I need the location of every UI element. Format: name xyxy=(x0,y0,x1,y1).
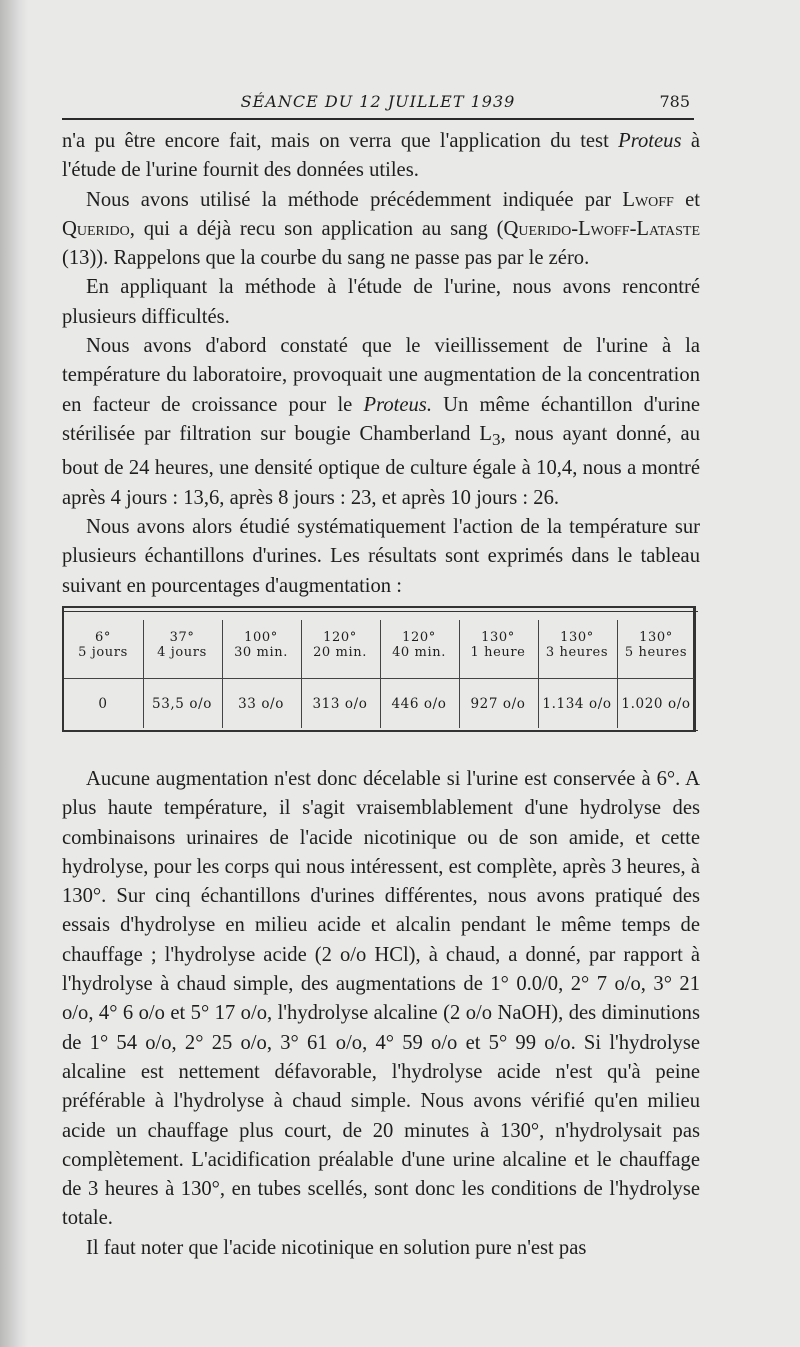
table-value: 927 o/o xyxy=(470,696,526,712)
paragraph-7: Il faut noter que l'acide nicotinique en solution pure n'est pas xyxy=(86,1236,587,1259)
table-value: 1.020 o/o xyxy=(621,696,691,712)
table-frame xyxy=(62,606,696,732)
paragraph-5: Nous avons alors étudié systématiquement l'action de la température sur plusieurs échantillons d'urines. Les résultats sont exprimés dans le tableau suivant en pourcentages d'augmentation : xyxy=(62,515,700,597)
table-header-temperature: 130° xyxy=(481,630,515,645)
text-block-top xyxy=(62,127,700,601)
table-header-duration: 4 jours xyxy=(157,645,207,660)
running-header xyxy=(62,86,694,116)
table-header-temperature: 120° xyxy=(402,630,436,645)
table-value: 33 o/o xyxy=(238,696,284,712)
paragraph-2: Nous avons utilisé la méthode précédemment indiquée par Lwoff et Querido, qui a déjà recu son application au sang (Querido-Lwoff-Lataste (13)). Rappelons que la courbe du sang ne passe pas par le zéro. xyxy=(62,188,700,270)
paragraph-6: Aucune augmentation n'est donc décelable si l'urine est conservée à 6°. A plus haute température, il s'agit vraisemblablement d'une hydrolyse des combinaisons urinaires de l'acide nicotinique ou de son amide, et cette hydrolyse, pour les corps qui nous intéressent, est complète, après 3 heures, à 130°. Sur cinq échantillons d'urines différentes, nous avons pratiqué des essais d'hydrolyse en milieu acide et alcalin pendant le même temps de chauffage ; l'hydrolyse acide (2 o/o HCl), à chaud, a donné, par rapport à l'hydrolyse à chaud simple, des augmentations de 1° 0.0/0, 2° 7 o/o, 3° 21 o/o, 4° 6 o/o et 5° 17 o/o, l'hydrolyse alcaline (2 o/o NaOH), des diminutions de 1° 54 o/o, 2° 25 o/o, 3° 61 o/o, 4° 59 o/o et 5° 99 o/o. Si l'hydrolyse alcaline est nettement défavorable, l'hydrolyse acide n'est qu'à peine préférable à l'hydrolyse à chaud simple. Nous avons vérifié qu'en milieu acide un chauffage plus court, de 20 minutes à 130°, n'hydrolysait pas complètement. L'acidification préalable d'une urine alcaline et le chauffage de 3 heures à 130°, en tubes scellés, sont donc les conditions de l'hydrolyse totale. xyxy=(62,768,700,1230)
table-header-temperature: 37° xyxy=(169,630,195,645)
table-value: 313 o/o xyxy=(312,696,368,712)
paragraph-4: Nous avons d'abord constaté que le vieillissement de l'urine à la température du laboratoire, provoquait une augmentation de la concentration en facteur de croissance pour le Proteus. Un même échantillon d'urine stérilisée par filtration sur bougie Chamberland $L_3$, nous ayant donné, au bout de 24 heures, une densité optique de culture égale à 10,4, nous a montré après 4 jours : 13,6, après 8 jours : 23, et après 10 jours : 26. xyxy=(62,335,701,509)
text-block-bottom xyxy=(62,765,700,1263)
table-header-temperature: 100° xyxy=(244,630,278,645)
results-table xyxy=(62,606,700,736)
page-edge-shadow xyxy=(0,0,28,1347)
header-title: SÉANCE DU 12 JUILLET 1939 xyxy=(240,92,516,111)
table-value: 53,5 o/o xyxy=(152,696,212,712)
page-number: 785 xyxy=(659,92,690,111)
table-header-duration: 3 heures xyxy=(545,645,609,660)
table-header-duration: 30 min. xyxy=(234,645,288,660)
table-header-temperature: 130° xyxy=(639,630,673,645)
table-header-duration: 40 min. xyxy=(392,645,446,660)
table-header-temperature: 6° xyxy=(95,630,111,645)
table-header-temperature: 120° xyxy=(323,630,357,645)
table-header-duration: 20 min. xyxy=(313,645,367,660)
header-rule xyxy=(62,118,694,120)
table-top-double-rule xyxy=(64,611,698,612)
table-header-duration: 5 jours xyxy=(78,645,128,660)
table-value: 1.134 o/o xyxy=(542,696,612,712)
table-value: 0 xyxy=(98,696,108,712)
table-header-duration: 5 heures xyxy=(624,645,688,660)
table-bottom-double-rule xyxy=(64,730,698,731)
table-header-temperature: 130° xyxy=(560,630,594,645)
paragraph-1: n'a pu être encore fait, mais on verra que l'application du test Proteus à l'étude de l'urine fournit des données utiles. xyxy=(62,130,700,182)
paragraph-3: En appliquant la méthode à l'étude de l'urine, nous avons rencontré plusieurs difficultés. xyxy=(62,276,700,328)
table-header-duration: 1 heure xyxy=(470,645,526,660)
table-header-separator xyxy=(64,678,694,679)
table-value: 446 o/o xyxy=(391,696,447,712)
